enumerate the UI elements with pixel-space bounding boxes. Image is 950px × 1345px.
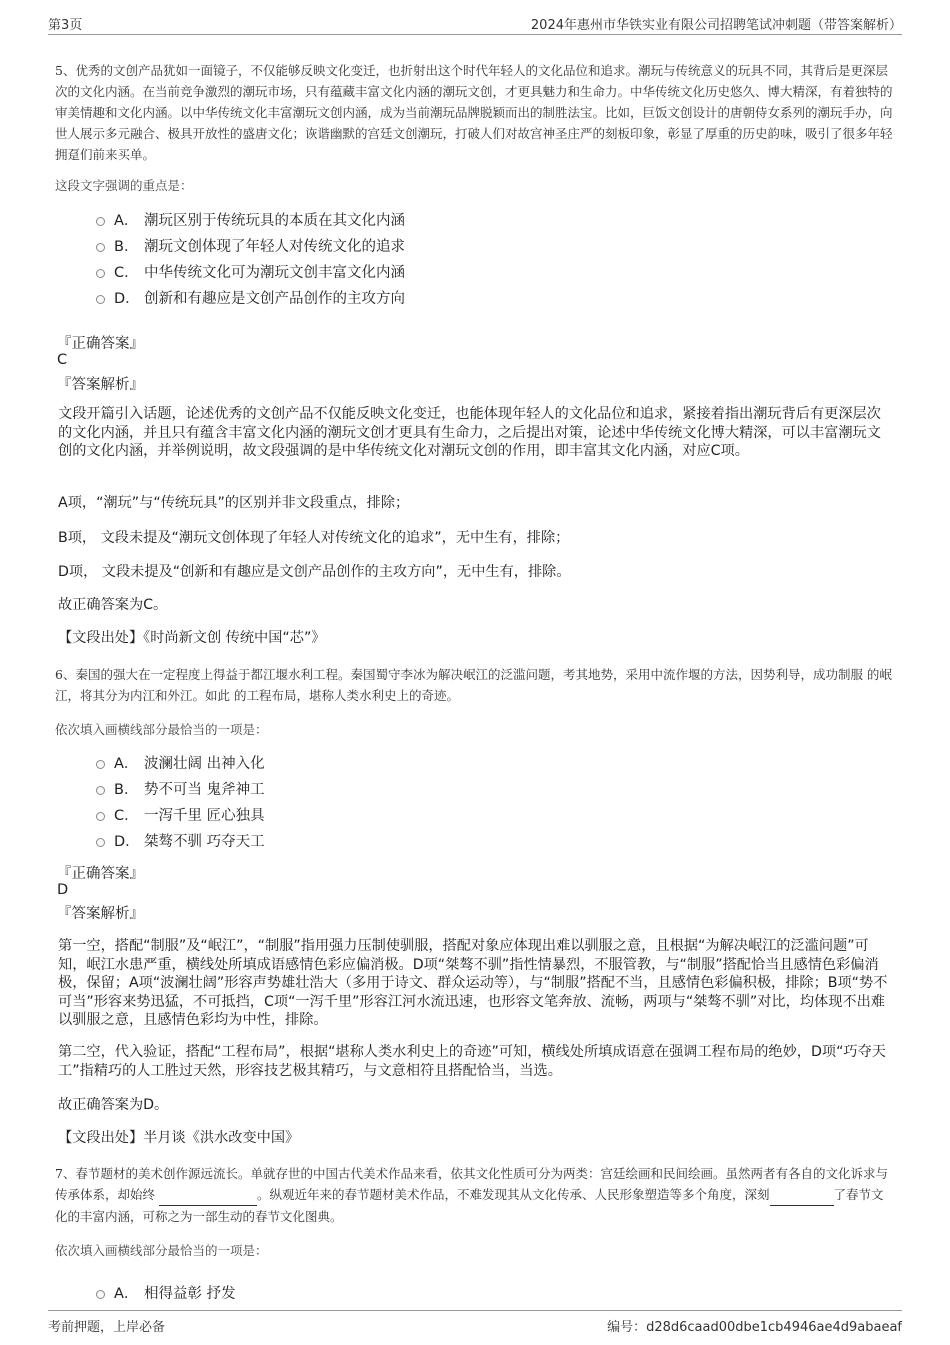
page-footer xyxy=(48,1310,902,1335)
q6-analysis-first-blank: 第一空，搭配“制服”及“岷江”，“制服”指用强力压制使驯服，搭配对象应体现出难以驯服之意，且根据“为解决岷江的泛滥问题”可知，岷江水患严重，横线处所填成语感情色彩应偏消极。D项“桀骜不驯”指性情暴烈，不服管教，与“制服”搭配恰当且感情色彩偏消极，保留；A项“波澜壮阔”形容声势雄壮浩大（多用于诗文、群众运动等），与“制服”搭配不当，且感情色彩偏积极，排除；B项“势不可当”形容来势迅猛，不可抵挡，C项“一泻千里”形容江河水流迅速，也形容文笔奔放、流畅，两项与“桀骜不驯”对比，均体现不出难以驯服之意，且感情色彩均为中性，排除。 xyxy=(58,938,888,1028)
radio-icon[interactable] xyxy=(96,269,105,278)
radio-icon[interactable] xyxy=(96,812,105,821)
q6-conclusion: 故正确答案为D。 xyxy=(58,1097,169,1113)
q6-correct-answer-label: 『正确答案』 xyxy=(57,866,144,882)
blank-line xyxy=(770,1184,834,1206)
radio-icon[interactable] xyxy=(96,243,105,252)
q5-correct-answer-label: 『正确答案』 xyxy=(57,336,144,352)
radio-icon[interactable] xyxy=(96,1290,105,1299)
q5-option-d[interactable]: D． 创新和有趣应是文创产品创作的主攻方向 xyxy=(96,284,405,310)
document-code: 编号：d28d6caad00dbe1cb4946ae4d9abaeaf xyxy=(607,1320,902,1335)
q6-analysis-second-blank: 第二空，代入验证，搭配“工程布局”，根据“堪称人类水利史上的奇迹”可知，横线处所填成语意在强调工程布局的绝妙，D项“巧夺天工”指精巧的人工胜过天然，形容技艺极其精巧，与文意相符且搭配恰当，当选。 xyxy=(58,1044,886,1079)
document-title: 2024年惠州市华铁实业有限公司招聘笔试冲刺题（带答案解析） xyxy=(530,18,902,33)
q6-options xyxy=(96,749,265,853)
q5-analysis-a: A项，“潮玩”与“传统玩具”的区别并非文段重点，排除； xyxy=(58,495,410,511)
footer-slogan: 考前押题，上岸必备 xyxy=(48,1320,166,1335)
page-header xyxy=(48,12,902,35)
radio-icon[interactable] xyxy=(96,760,105,769)
q7-prompt: 依次填入画横线部分最恰当的一项是： xyxy=(55,1243,268,1258)
q7-stem: 7、春节题材的美术创作源远流长。单就存世的中国古代美术作品来看，依其文化性质可分为两类：宫廷绘画和民间绘画。虽然两者有各自的文化诉求与传承体系，却始终 。纵观近年来的春节题材美术作品，不难发现其从文化传承、人民形象塑造等多个角度，深刻 了春节文化的丰富内涵，可称之为一部生动的春节文化图典。 xyxy=(55,1166,888,1224)
q6-option-b[interactable]: B． 势不可当 鬼斧神工 xyxy=(96,775,265,801)
q5-option-c[interactable]: C． 中华传统文化可为潮玩文创丰富文化内涵 xyxy=(96,258,405,284)
q5-analysis-b: B项， 文段未提及“潮玩文创体现了年轻人对传统文化的追求”，无中生有，排除； xyxy=(58,530,570,546)
q6-option-a[interactable]: A． 波澜壮阔 出神入化 xyxy=(96,749,265,775)
q6-stem: 6、秦国的强大在一定程度上得益于都江堰水利工程。秦国蜀守李冰为解决岷江的泛滥问题，考其地势，采用中流作堰的方法，因势利导，成功制服 的岷江，将其分为内江和外江。如此 的工程布局，堪称人类水利史上的奇迹。 xyxy=(55,667,892,703)
q5-analysis-label: 『答案解析』 xyxy=(57,377,144,393)
q6-option-d[interactable]: D． 桀骜不驯 巧夺天工 xyxy=(96,827,265,853)
q5-analysis-d: D项， 文段未提及“创新和有趣应是文创产品创作的主攻方向”，无中生有，排除。 xyxy=(58,564,571,580)
blank-line xyxy=(159,1184,257,1206)
q5-stem: 5、优秀的文创产品犹如一面镜子，不仅能够反映文化变迁，也折射出这个时代年轻人的文化品位和追求。潮玩与传统意义的玩具不同，其背后是更深层次的文化内涵。在当前竞争激烈的潮玩市场，只有蕴藏丰富文化内涵的潮玩文创，才更具魅力和生命力。中华传统文化历史悠久、博大精深，有着独特的审美情趣和文化内涵。以中华传统文化丰富潮玩文创内涵，成为当前潮玩品牌脱颖而出的制胜法宝。比如，巨饭文创设计的唐朝侍女系列的潮玩手办，向世人展示多元融合、极具开放性的盛唐文化；诙谐幽默的宫廷文创潮玩，打破人们对故宫神圣庄严的刻板印象，彰显了厚重的历史韵味，吸引了很多年轻拥趸们前来买单。 xyxy=(55,63,893,162)
radio-icon[interactable] xyxy=(96,295,105,304)
radio-icon[interactable] xyxy=(96,217,105,226)
q7-options xyxy=(96,1279,236,1305)
q5-options xyxy=(96,206,405,310)
q5-analysis-main: 文段开篇引入话题，论述优秀的文创产品不仅能反映文化变迁，也能体现年轻人的文化品位和追求，紧接着指出潮玩背后有更深层次的文化内涵，并且只有蕴含丰富文化内涵的潮玩文创才更具有生命力，之后提出对策，论述中华传统文化博大精深，可以丰富潮玩文创的文化内涵，并举例说明，故文段强调的是中华传统文化对潮玩文创的作用，即丰富其文化内涵，对应C项。 xyxy=(58,406,881,459)
q6-answer: D xyxy=(57,882,69,898)
q7-option-a[interactable]: A． 相得益彰 抒发 xyxy=(96,1279,236,1305)
q6-prompt: 依次填入画横线部分最恰当的一项是： xyxy=(55,722,268,737)
radio-icon[interactable] xyxy=(96,838,105,847)
q5-answer: C xyxy=(57,352,68,368)
page-number: 第3页 xyxy=(48,18,83,33)
q5-source: 【文段出处】《时尚新文创 传统中国“芯”》 xyxy=(58,630,326,646)
q6-option-c[interactable]: C． 一泻千里 匠心独具 xyxy=(96,801,265,827)
q5-option-b[interactable]: B． 潮玩文创体现了年轻人对传统文化的追求 xyxy=(96,232,405,258)
q5-prompt: 这段文字强调的重点是： xyxy=(55,178,193,193)
q6-source: 【文段出处】半月谈《洪水改变中国》 xyxy=(58,1130,300,1146)
q6-analysis-label: 『答案解析』 xyxy=(57,906,144,922)
q5-conclusion: 故正确答案为C。 xyxy=(58,597,168,613)
q5-option-a[interactable]: A． 潮玩区别于传统玩具的本质在其文化内涵 xyxy=(96,206,405,232)
radio-icon[interactable] xyxy=(96,786,105,795)
